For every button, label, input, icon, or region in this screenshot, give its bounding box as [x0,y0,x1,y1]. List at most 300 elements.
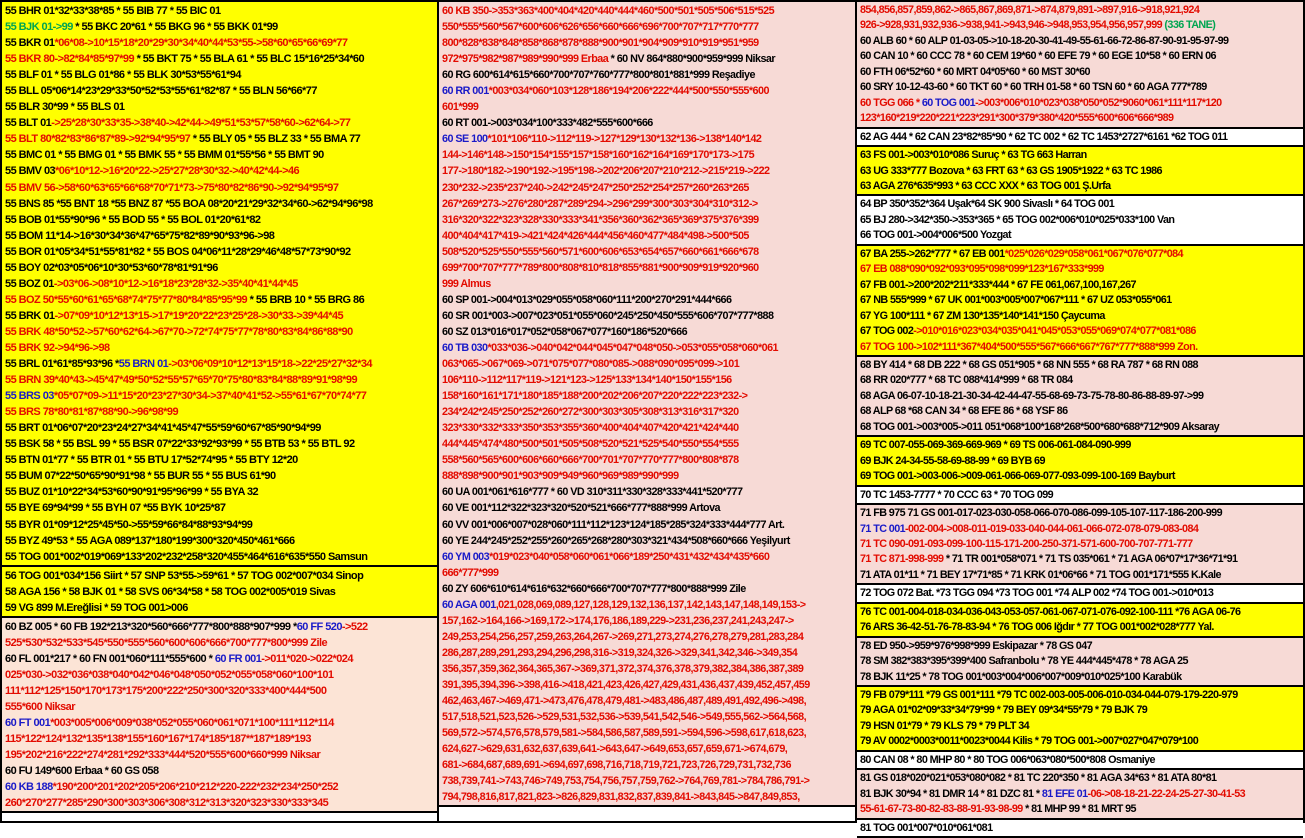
code-segment: 195*202*216*222*274*281*292*333*444*520*555*600*660*999 Niksar [5,749,321,762]
code-line [5,619,435,635]
code-segment: 78 BJK 11*25 * 78 TOG 001*003*004*006*007*009*010*025*100 Karabük [860,670,1182,683]
code-line [5,683,435,699]
code-segment: 71 TC 871-998-999 [860,553,944,566]
code-line [860,620,1301,635]
code-line [442,115,853,131]
code-line [860,639,1301,654]
code-line [860,734,1301,749]
code-line [5,115,435,131]
code-segment: 267*269*273->276*280*287*289*294->296*299*300*303*304*310*312-> [442,197,758,210]
code-segment: 063*065->067*069->071*075*077*080*085->088*090*095*099->101 [442,358,740,371]
code-segment: 391,395,394,396->398,416->418,421,423,426,427,429,431,436,437,439,452,457,459 [442,678,810,691]
code-segment: 63 UG 333*777 Bozova * 63 FRT 63 * 63 GS 1905*1922 * 63 TC 1986 [860,164,1162,177]
code-line [5,484,435,500]
code-line [860,454,1301,469]
code-segment: 249,253,254,256,257,259,263,264,267->269,271,273,274,276,278,279,281,283,284 [442,630,804,643]
code-segment: 666*777*999 [442,566,499,579]
code-line [860,688,1301,703]
code-segment: 555*600 Niksar [5,701,75,714]
code-line [442,789,853,805]
code-line [860,771,1301,786]
code-segment: 60 VV 001*006*007*028*060*111*112*123*124*185*285*324*333*444*777 Art. [442,518,785,531]
code-segment: 60 YM 003 [442,550,490,563]
code-segment: 158*160*161*171*180*185*188*200*202*206*207*220*222*223*232-> [442,390,748,403]
code-line [442,613,853,629]
code-segment: * 55 BLY 05 * 55 BLZ 33 * 55 BMA 77 [190,133,361,146]
code-segment: 60 VE 001*112*322*323*320*520*521*666*777*888*999 Artova [442,502,720,515]
code-segment: 60 FTH 06*52*60 * 60 MRT 04*05*60 * 60 MST 30*60 [860,65,1090,78]
code-segment: 63 FS 001->003*010*086 Suruç * 63 TG 663 Harran [860,149,1087,162]
code-segment: 55 BRN 01 [118,358,169,371]
code-segment: 177->180*182->190*192->195*198->202*206*207*210*212->215*219->222 [442,165,770,178]
code-line [5,436,435,452]
code-segment: 55 BRT 01*06*07*20*23*24*27*34*41*45*47*55*59*60*67*85*90*94*99 [5,422,321,435]
code-line [860,164,1301,179]
code-line [860,358,1301,373]
code-line [860,568,1301,583]
code-segment: * 55 BKT 75 * 55 BLA 61 * 55 BLC 15*16*25*34*60 [134,53,365,66]
code-line [442,372,853,388]
code-segment: *025*026*029*058*061*067*076*077*084 [1004,247,1183,260]
code-segment: 80 CAN 08 * 80 MHP 80 * 80 TOG 006*063*080*500*808 Osmaniye [860,753,1155,766]
code-segment: 68 AGA 06-07-10-18-21-30-34-42-44-47-55-68-69-73-75-78-80-86-88-89-97->99 [860,389,1204,402]
section [857,147,1303,196]
code-segment: 356,357,359,362,364,365,367->369,371,372,374,376,378,379,382,384,386,387,389 [442,662,804,675]
code-segment: 323*330*332*333*350*353*355*360*400*404*407*420*421*424*440 [442,422,739,435]
code-line [860,420,1301,435]
code-segment: 60 AGA 001 [442,598,496,611]
column-right [857,2,1303,834]
code-segment: 624,627->629,631,632,637,639,641->643,647->649,653,657,659,671->674,679, [442,743,788,756]
code-segment: 68 ALP 68 *68 CAN 34 * 68 EFE 86 * 68 YSF 86 [860,405,1068,418]
section [857,820,1303,838]
code-segment: 444*445*474*480*500*501*505*508*520*521*525*540*550*554*555 [442,438,739,451]
code-segment: 525*530*532*533*545*550*555*560*600*606*666*700*777*800*999 Zile [5,636,328,649]
code-segment: ->003*006*010*023*038*050*052*9060*061*111*117*120 [975,96,1222,109]
code-line [5,763,435,779]
code-line [5,568,435,584]
code-line [860,278,1301,293]
code-line [5,67,435,83]
code-line [442,533,853,549]
section [857,638,1303,687]
code-segment: 67 EB 088*090*092*093*095*098*099*123*167*333*999 [860,263,1104,276]
code-line [5,3,435,19]
column-middle [439,2,857,821]
code-line [5,340,435,356]
code-segment: 550*555*560*567*600*606*626*656*660*666*696*700*707*717*770*777 [442,21,759,34]
code-line [442,51,853,67]
code-segment: ->03*06->08*10*12->16*18*23*28*32->35*40*41*44*45 [53,277,298,290]
code-segment: 60 YE 244*245*252*255*260*265*268*280*303*321*434*508*660*666 Yeşilyurt [442,534,790,547]
code-segment: ->07*09*10*12*13*15->17*19*20*22*23*25*28->30*33->39*44*45 [54,309,344,322]
code-line [5,635,435,651]
code-segment: 025*030->032*036*038*040*042*046*048*050*052*055*058*060*100*101 [5,668,334,681]
code-line [860,65,1301,80]
code-segment: 60 SR 001*003->007*023*051*055*060*245*250*450*555*606*707*777*888 [442,309,774,322]
code-line [860,80,1301,95]
section [857,2,1303,129]
code-segment: 60 RG 600*614*615*660*700*707*760*777*800*801*881*999 Reşadiye [442,69,755,82]
code-line [442,35,853,51]
code-segment: 79 AGA 01*02*09*33*34*79*99 * 79 BEY 09*34*55*79 * 79 BJK 79 [860,704,1148,717]
code-line [442,677,853,693]
section [857,437,1303,486]
section [857,505,1303,585]
code-line [5,500,435,516]
code-segment: 55 BRK 92->94*96->98 [5,341,110,354]
code-segment: *003*034*060*103*128*186*194*206*222*444*500*550*555*600 [488,85,769,98]
code-segment: 62 AG 444 * 62 CAN 23*82*85*90 * 62 TC 002 * 62 TC 1453*2727*6161 *62 TOG 011 [860,130,1228,143]
code-line [860,49,1301,64]
code-line [442,19,853,35]
code-line [5,651,435,667]
code-segment: 69 TC 007-055-069-369-669-969 * 69 TS 006-061-084-090-999 [860,439,1131,452]
code-line [442,147,853,163]
code-segment: -06->08-18-21-22-24-25-27-30-41-53 [1087,787,1246,800]
code-segment: 55 BRL 01*61*85*93*96 * [5,358,119,371]
code-line [442,276,853,292]
code-segment: 55 BMV 03 [5,165,56,178]
code-segment: 67 NB 555*999 * 67 UK 001*003*005*007*067*111 * 67 UZ 053*055*061 [860,294,1172,307]
code-segment: 972*975*982*987*989*990*999 Erbaa [442,53,609,66]
code-line [5,517,435,533]
code-line [860,488,1301,503]
code-line [860,719,1301,734]
code-segment: 55 TOG 001*002*019*069*133*202*232*258*320*455*464*616*635*550 Samsun [5,550,368,563]
code-line [442,228,853,244]
code-segment: 60 BZ 005 * 60 FB 192*213*320*560*666*777*800*888*907*999 * [5,620,297,633]
code-segment: * 55 BKC 20*61 * 55 BKG 96 * 55 BKK 01*99 [72,21,278,34]
section [857,246,1303,357]
code-line [860,179,1301,194]
code-segment: 55 BSK 58 * 55 BSL 99 * 55 BSR 07*22*33*92*93*99 * 55 BTB 53 * 55 BTL 92 [5,438,355,451]
code-segment: 157,162->164,166->169,172->174,176,186,189,229->231,236,237,241,243,247-> [442,614,794,627]
code-line [442,565,853,581]
code-segment: 66 TOG 001->004*006*500 Yozgat [860,229,1011,242]
code-segment: 230*232->235*237*240->242*245*247*250*252*254*257*260*263*265 [442,181,749,194]
code-segment: 81 GS 018*020*021*053*080*082 * 81 TC 220*350 * 81 AGA 34*63 * 81 ATA 80*81 [860,772,1217,785]
code-segment: ,021,028,069,089,127,128,129,132,136,137,142,143,147,148,149,153-> [495,598,806,611]
code-line [860,340,1301,355]
code-segment: 55 BTN 01*77 * 55 BTR 01 * 55 BTU 17*52*74*95 * 55 BTY 12*20 [5,454,298,467]
code-line [442,67,853,83]
code-line [442,517,853,533]
code-line [860,309,1301,324]
code-segment: 926->928,931,932,936->938,941->943,946->948,953,954,956,957,999 [860,19,1165,32]
code-segment: 60 SP 001->004*013*029*055*058*060*111*200*270*291*444*666 [442,293,732,306]
code-segment: 55-61-67-73-80-82-83-88-91-93-98-99 [860,803,1023,816]
code-line [5,420,435,436]
code-line [442,340,853,356]
code-segment: 55 BMC 01 * 55 BMG 01 * 55 BMK 55 * 55 BMM 01*55*56 * 55 BMT 90 [5,149,324,162]
code-segment: 699*700*707*777*789*800*808*810*818*855*881*900*909*919*920*960 [442,261,759,274]
code-segment: 234*242*245*250*252*260*272*300*303*305*308*313*316*317*320 [442,406,739,419]
code-line [442,757,853,773]
code-segment: 800*828*838*848*858*868*878*888*900*901*904*909*910*919*951*959 [442,37,759,50]
code-line [5,404,435,420]
code-segment: 60 KB 188 [5,781,53,794]
code-line [5,308,435,324]
code-segment: 681->684,687,689,691->694,697,698,716,718,719,721,723,726,729,731,732,736 [442,759,791,772]
code-segment: 60 KB 350->353*363*400*404*420*440*444*460*500*501*505*506*515*525 [442,5,775,17]
code-segment: ->010*016*023*034*035*041*045*053*055*069*074*077*081*086 [913,325,1196,338]
code-line [442,581,853,597]
code-line [860,586,1301,601]
code-segment: ->03*06*09*10*12*13*15*18->22*25*27*32*34 [168,358,372,371]
code-segment: 67 BA 255->262*777 * 67 EB 001 [860,247,1005,260]
code-line [860,753,1301,768]
code-line [5,35,435,51]
code-line [442,308,853,324]
code-line [5,795,435,811]
code-segment: 60 TGG 066 * [860,96,922,109]
code-line [860,247,1301,262]
code-line [5,196,435,212]
code-segment: 58 AGA 156 * 58 BJK 01 * 58 SVS 06*34*58 * 58 TOG 002*005*019 Sivas [5,585,336,598]
code-line [442,260,853,276]
code-line [860,821,1301,836]
code-line [5,731,435,747]
code-segment: 558*560*565*600*606*660*666*700*701*707*770*777*800*808*878 [442,454,739,467]
code-segment: 316*320*322*323*328*330*333*341*356*360*362*365*369*375*376*399 [442,213,759,226]
code-segment: 55 BUM 07*22*50*65*90*91*98 * 55 BUR 55 * 55 BUS 61*90 [5,470,276,483]
code-line [442,709,853,725]
section [857,357,1303,437]
code-line [5,147,435,163]
code-segment: 68 BY 414 * 68 DB 222 * 68 GS 051*905 * 68 NN 555 * 68 RA 787 * 68 RN 088 [860,358,1198,371]
code-segment: 67 TOG 100->102*111*367*404*500*555*567*666*667*767*777*888*999 Zon. [860,340,1198,353]
code-segment: *190*200*201*202*205*206*210*212*220-222*232*234*250*252 [52,781,339,794]
code-segment: 123*160*219*220*221*223*291*300*379*380*420*555*600*606*666*989 [860,112,1174,125]
code-line [442,468,853,484]
code-line [860,262,1301,277]
code-segment: 55 BRS 03 [5,390,54,403]
section [2,618,437,814]
code-segment: 55 BOZ 50*55*60*61*65*68*74*75*77*80*84*85*95*99 [5,293,248,306]
code-line [5,584,435,600]
code-segment: 68 RR 020*777 * 68 TC 088*414*999 * 68 TR 084 [860,374,1073,387]
code-line [5,549,435,565]
code-segment: 462,463,467->469,471->473,476,478,479,481->483,486,487,489,491,492,496->498, [442,695,807,708]
code-line [860,438,1301,453]
code-line [860,18,1301,33]
code-line [442,404,853,420]
code-line [860,213,1301,228]
code-segment: 79 AV 0002*0003*0011*0023*0044 Kilis * 79 TOG 001->007*027*047*079*100 [860,735,1199,748]
code-segment: 55 BRN 39*40*43->45*47*49*50*52*55*57*65*70*75*80*83*84*88*89*91*98*99 [5,374,358,387]
code-segment: 999 Almus [442,277,491,290]
code-line [5,212,435,228]
code-line [860,552,1301,567]
code-line [5,260,435,276]
code-segment: ->522 [341,620,368,633]
section [2,567,437,618]
code-segment: 60 FT 001 [5,717,51,730]
code-segment: 67 YG 100*111 * 67 ZM 130*135*140*141*150 Çaycuma [860,309,1105,322]
code-line [860,3,1301,18]
code-line [5,51,435,67]
section [857,604,1303,638]
code-line [860,670,1301,685]
code-segment: 60 ZY 606*610*614*616*632*660*666*700*707*777*800*888*999 Zile [442,582,746,595]
code-line [5,699,435,715]
code-segment: 71 TC 090-091-093-099-100-115-171-200-250-371-571-600-700-707-771-777 [860,537,1193,550]
code-segment: 106*110->112*117*119->121*123->125*133*134*140*150*155*156 [442,374,732,387]
code-segment: *033*036->040*042*044*045*047*048*050->053*055*058*060*061 [487,341,778,354]
code-segment: 55 BRK 01 [5,309,55,322]
code-segment: 63 AGA 276*635*993 * 63 CCC XXX * 63 TOG 001 Ş.Urfa [860,179,1111,192]
code-segment: 79 HSN 01*79 * 79 KLS 79 * 79 PLT 34 [860,719,1030,732]
code-segment: 60 CAN 10 * 60 CCC 78 * 60 CEM 19*60 * 60 EFE 79 * 60 EGE 10*58 * 60 ERN 06 [860,50,1216,63]
code-line [860,506,1301,521]
code-segment: 55 BYZ 49*53 * 55 AGA 089*137*180*199*300*320*450*461*666 [5,534,295,547]
code-segment: 55 BLR 30*99 * 55 BLS 01 [5,101,125,114]
code-segment: 55 BRS 78*80*81*87*88*90->96*98*99 [5,406,179,419]
code-segment: * 81 MHP 99 * 81 MRT 95 [1022,803,1136,816]
code-segment: 81 EFE 01 [1041,787,1088,800]
code-line [442,388,853,404]
code-segment: 115*122*124*132*135*138*155*160*167*174*185*187**187*189*193 [5,733,311,746]
code-line [442,3,853,19]
code-segment: 60 SZ 013*016*017*052*058*067*077*160*186*520*666 [442,325,688,338]
code-segment: ->011*020->022*024 [261,652,353,665]
code-segment: 60 SRY 10-12-43-60 * 60 TKT 60 * 60 TRH 01-58 * 60 TSN 60 * 60 AGA 777*789 [860,81,1207,94]
code-line [860,96,1301,111]
code-line [860,469,1301,484]
code-line [5,131,435,147]
code-segment: *06*10*12->16*20*22->25*27*28*30*32->40*42*44->46 [55,165,300,178]
section [439,2,855,807]
code-segment: 60 TB 030 [442,341,488,354]
code-line [442,180,853,196]
code-line [5,600,435,616]
code-segment: 55 BLL 05*06*14*23*29*33*50*52*53*55*61*82*87 * 55 BLN 56*66*77 [5,85,317,98]
code-segment: 60 FF 520 [296,620,342,633]
code-line [860,522,1301,537]
code-segment: *06*08->10*15*18*20*29*30*34*40*44*53*55->58*60*65*66*69*77 [54,37,348,50]
code-line [860,228,1301,243]
code-line [442,163,853,179]
code-line [442,773,853,789]
code-line [860,605,1301,620]
code-segment: *05*07*09->11*15*20*23*27*30*34->37*40*41*52->55*61*67*70*74*77 [53,390,367,403]
code-line [442,741,853,757]
code-segment: 64 BP 350*352*364 Uşak*64 SK 900 Sivaslı * 64 TOG 001 [860,198,1115,211]
code-line [442,212,853,228]
code-line [860,130,1301,145]
code-segment: 55 BUZ 01*10*22*34*53*60*90*91*95*96*99 * 55 BYA 32 [5,486,259,499]
code-line [5,747,435,763]
code-segment: 854,856,857,859,862->865,867,869,871->874,879,891->897,916->918,921,924 [860,4,1200,16]
code-segment: 260*270*277*285*290*300*303*306*308*312*313*320*323*330*333*345 [5,797,329,810]
code-segment: 71 TC 001 [860,522,906,535]
code-segment: 60 FR 001 [214,652,262,665]
code-line [442,99,853,115]
code-segment: 888*898*900*901*903*909*949*960*969*989*990*999 [442,470,679,483]
code-segment: 60 UA 001*061*616*777 * 60 VD 310*311*330*328*333*441*520*777 [442,486,743,499]
code-line [860,293,1301,308]
code-line [860,537,1301,552]
code-segment: * 55 BRB 10 * 55 BRG 86 [247,293,365,306]
code-line [5,715,435,731]
code-segment: ->25*28*30*33*35->38*40->42*44->49*51*53*57*58*60->62*64->77 [51,117,351,130]
code-line [5,244,435,260]
code-line [5,83,435,99]
code-segment: 60 FU 149*600 Erbaa * 60 GS 058 [5,765,159,778]
code-line [442,452,853,468]
code-line [5,667,435,683]
code-segment: 69 TOG 001->003-006->009-061-066-069-077-093-099-100-169 Bayburt [860,470,1175,483]
code-line [860,654,1301,669]
code-segment: 55 BOB 01*55*90*96 * 55 BOD 55 * 55 BOL 01*20*61*82 [5,213,261,226]
section [857,752,1303,770]
section [2,2,437,567]
code-line [442,645,853,661]
code-line [442,196,853,212]
section [857,487,1303,505]
code-line [442,500,853,516]
code-segment: 286,287,289,291,293,294,296,298,316->319,324,326->329,341,342,346->349,354 [442,646,798,659]
code-segment: 68 TOG 001->003*005->011 051*068*100*168*268*500*680*688*712*909 Aksaray [860,420,1220,433]
section [857,770,1303,819]
code-line [5,388,435,404]
code-segment: 55 BOY 02*03*05*06*10*30*53*60*78*81*91*96 [5,261,218,274]
code-segment: 60 ALB 60 * 60 ALP 01-03-05->10-18-20-30-41-49-55-61-66-72-86-87-90-91-95-97-99 [860,34,1229,47]
code-segment: 400*404*417*419->421*424*426*444*456*460*477*484*498->500*505 [442,229,749,242]
code-segment: 67 TOG 002 [860,325,914,338]
code-segment: 111*112*125*150*170*173*175*200*222*250*300*320*333*400*444*500 [5,684,327,697]
code-segment: 569,572->574,576,578,579,581->584,586,587,589,591->594,596->598,617,618,623, [442,727,807,740]
code-segment: 144->146*148->150*154*155*157*158*160*162*164*169*170*173->175 [442,149,755,162]
code-line [5,468,435,484]
code-segment: 55 BOM 11*14->16*30*34*36*47*65*75*82*89*90*93*96->98 [5,229,275,242]
code-segment: 55 BLF 01 * 55 BLG 01*86 * 55 BLK 30*53*55*61*94 [5,69,241,82]
code-line [5,19,435,35]
code-line [860,373,1301,388]
code-segment: 69 BJK 24-34-55-58-69-88-99 * 69 BYB 69 [860,454,1045,467]
code-line [860,148,1301,163]
code-line [442,597,853,613]
code-line [5,452,435,468]
code-segment: 78 SM 382*383*395*399*400 Safranbolu * 78 YE 444*445*478 * 78 AGA 25 [860,655,1188,668]
code-segment: 55 BKR 01 [5,37,55,50]
code-segment: 60 RR 001 [442,85,489,98]
code-segment: 55 BOZ 01 [5,277,54,290]
code-line [5,180,435,196]
code-line [860,111,1301,126]
code-segment: 55 BOR 01*05*34*51*55*81*82 * 55 BOS 04*06*11*28*29*46*48*57*73*90*92 [5,245,351,258]
code-segment: *101*106*110->112*119->127*129*130*132*136->138*140*142 [487,133,762,146]
code-line [442,356,853,372]
code-segment: 65 BJ 280->342*350->353*365 * 65 TOG 002*006*010*025*033*100 Van [860,213,1175,226]
section [857,196,1303,245]
code-segment: * 71 TR 001*058*071 * 71 TS 035*061 * 71 AGA 06*07*17*36*71*91 [943,553,1238,566]
code-line [5,163,435,179]
code-line [860,197,1301,212]
code-segment: 738,739,741->743,746>749,753,754,756,757,759,762->764,769,781->784,786,791-> [442,775,810,788]
code-segment: 71 ATA 01*11 * 71 BEY 17*71*85 * 71 KRK 01*06*66 * 71 TOG 001*171*555 K.Kale [860,568,1221,581]
code-segment: 55 BRK 48*50*52->57*60*62*64->67*70->72*74*75*77*78*80*83*84*86*88*90 [5,325,353,338]
code-line [442,436,853,452]
code-line [860,703,1301,718]
column-left [2,2,439,821]
code-line [442,661,853,677]
code-line [442,83,853,99]
code-segment: 55 BLT 01 [5,117,52,130]
code-segment: 56 TOG 001*034*156 Siirt * 57 SNP 53*55->59*61 * 57 TOG 002*007*034 Sinop [5,569,364,582]
code-line [442,484,853,500]
